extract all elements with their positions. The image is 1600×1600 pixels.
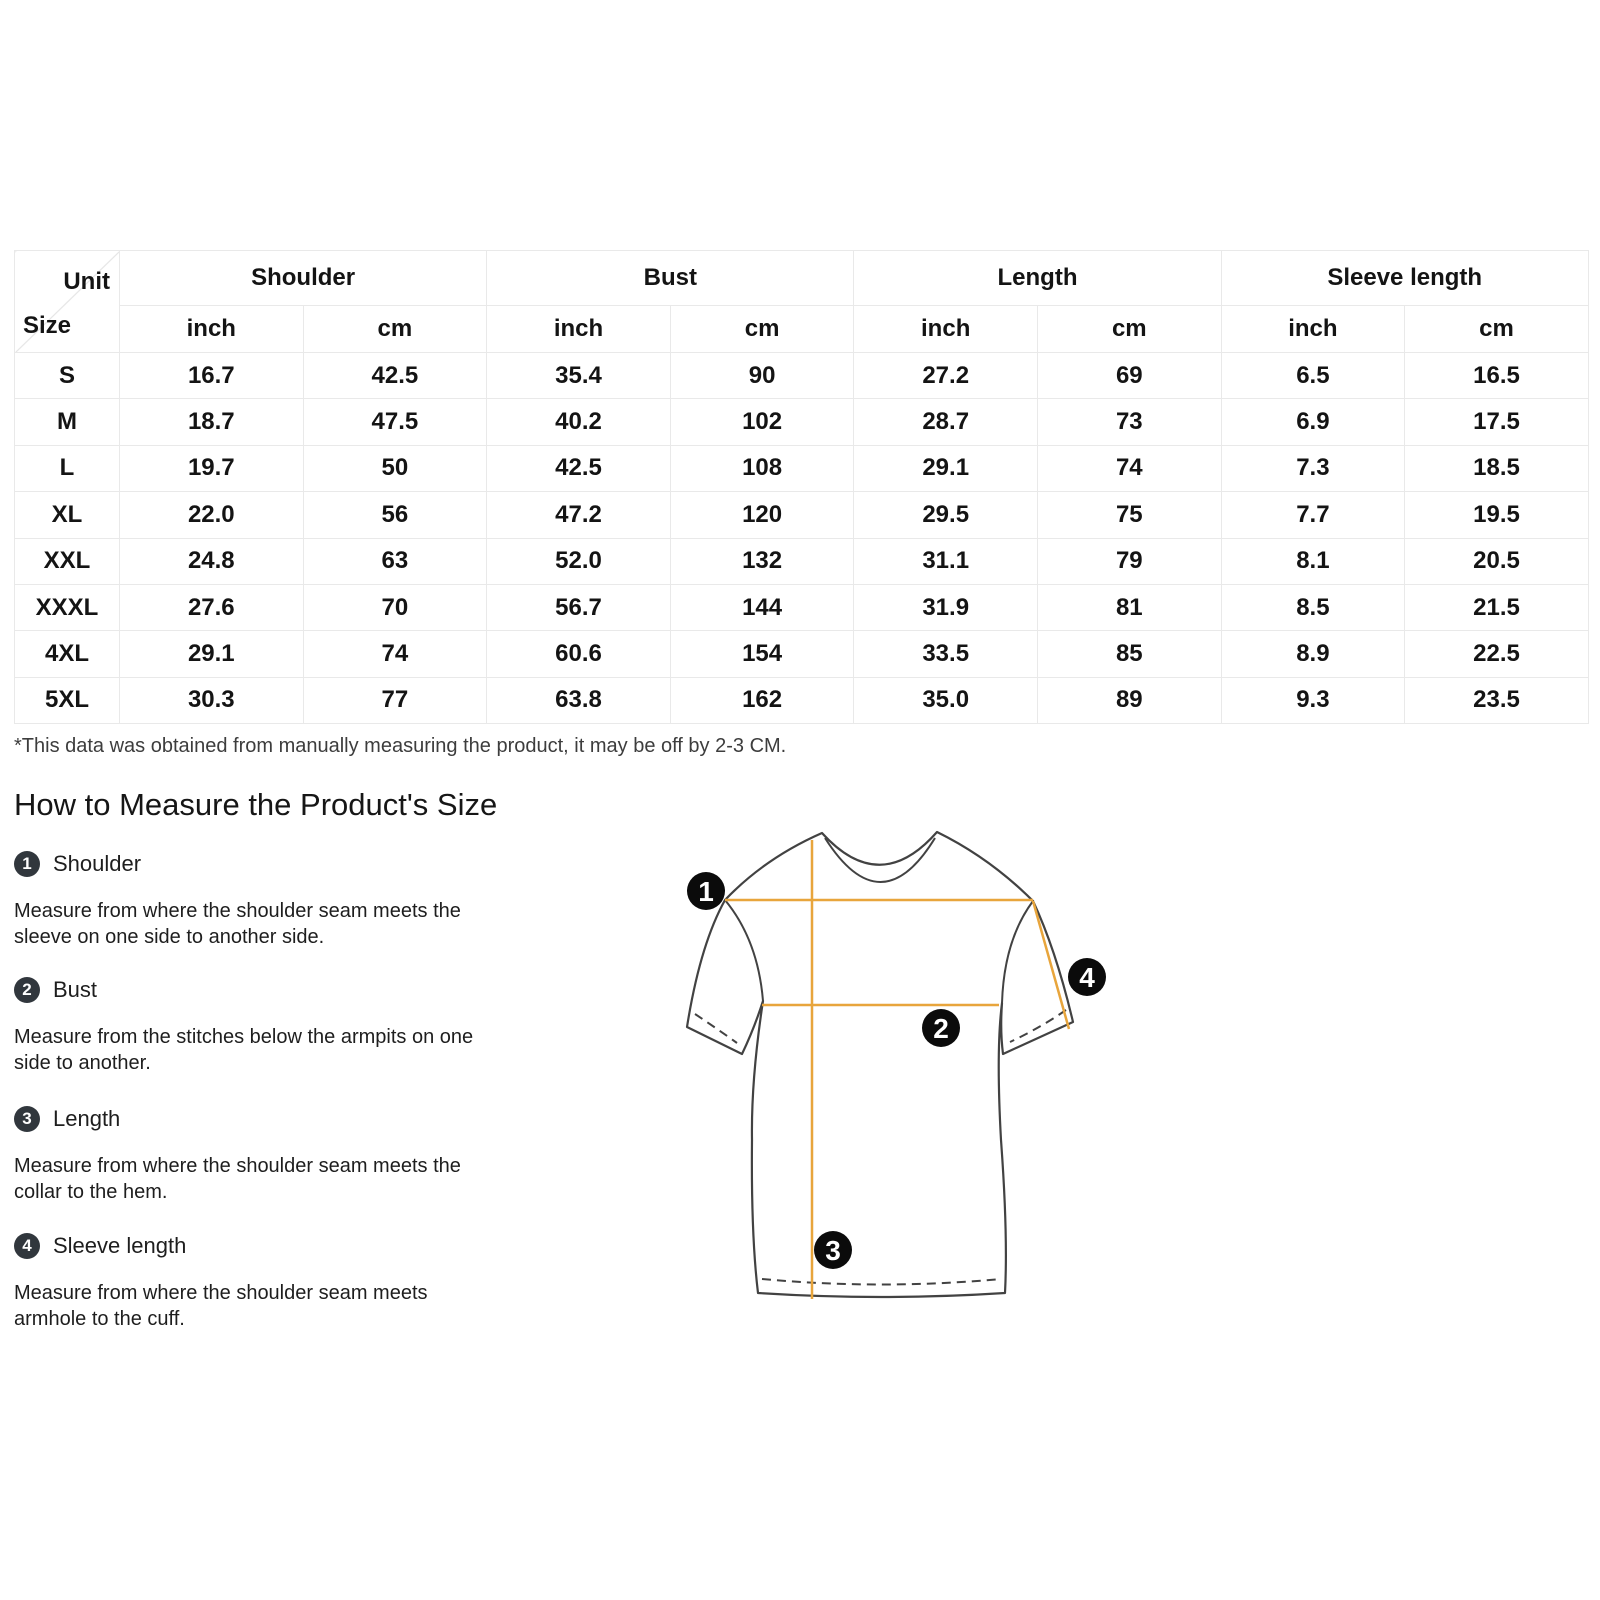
measurement-cell: 28.7 (854, 399, 1038, 445)
measurement-cell: 22.0 (120, 492, 304, 538)
diagram-badge-4-number: 4 (1079, 962, 1095, 993)
measurement-cell: 108 (670, 445, 854, 491)
size-cell: L (15, 445, 120, 491)
measurement-cell: 9.3 (1221, 677, 1405, 723)
column-group-bust: Bust (487, 251, 854, 306)
measurement-cell: 18.7 (120, 399, 304, 445)
measurement-cell: 120 (670, 492, 854, 538)
diagram-badge-1-number: 1 (698, 876, 714, 907)
measurement-cell: 6.5 (1221, 353, 1405, 399)
description-line: Measure from where the shoulder seam meets the (14, 1155, 461, 1177)
measurement-cell: 35.0 (854, 677, 1038, 723)
unit-size-corner-cell (15, 251, 120, 353)
measurement-cell: 24.8 (120, 538, 304, 584)
measurement-cell: 8.9 (1221, 631, 1405, 677)
measurement-cell: 90 (670, 353, 854, 399)
measurement-cell: 7.3 (1221, 445, 1405, 491)
measurement-cell: 52.0 (487, 538, 671, 584)
unit-header: inch (487, 306, 671, 353)
howto-item-header (14, 1233, 574, 1259)
measurement-cell: 63.8 (487, 677, 671, 723)
measurement-cell: 20.5 (1405, 538, 1589, 584)
description-line: armhole to the cuff. (14, 1308, 185, 1330)
unit-label: Unit (63, 268, 110, 295)
description-line: Measure from where the shoulder seam meets the (14, 900, 461, 922)
measurement-cell: 70 (303, 584, 487, 630)
measurement-cell: 144 (670, 584, 854, 630)
unit-header: inch (120, 306, 304, 353)
howto-item-label: Sleeve length (53, 1233, 187, 1258)
column-group-shoulder: Shoulder (120, 251, 487, 306)
size-cell: 4XL (15, 631, 120, 677)
measurement-cell: 7.7 (1221, 492, 1405, 538)
unit-header: inch (1221, 306, 1405, 353)
measurement-cell: 42.5 (487, 445, 671, 491)
table-row (15, 492, 1589, 538)
howto-item-header (14, 977, 574, 1003)
measurement-cell: 29.1 (854, 445, 1038, 491)
howto-item-header (14, 851, 574, 877)
howto-item-label: Length (53, 1106, 121, 1131)
howto-item-description (14, 1280, 574, 1332)
diagram-badge-2-number: 2 (933, 1013, 949, 1044)
measurement-cell: 18.5 (1405, 445, 1589, 491)
table-row (15, 538, 1589, 584)
howto-item-sleeve-length (14, 1233, 574, 1332)
measurement-cell: 17.5 (1405, 399, 1589, 445)
measurement-cell: 75 (1037, 492, 1221, 538)
size-cell: XXL (15, 538, 120, 584)
howto-item-bust (14, 977, 574, 1076)
measurement-cell: 81 (1037, 584, 1221, 630)
table-row (15, 445, 1589, 491)
howto-item-label: Shoulder (53, 851, 142, 876)
table-group-header-row (15, 251, 1589, 306)
measurement-cell: 33.5 (854, 631, 1038, 677)
measurement-cell: 79 (1037, 538, 1221, 584)
howto-item-shoulder (14, 851, 574, 950)
howto-item-description (14, 1024, 574, 1076)
measurement-cell: 154 (670, 631, 854, 677)
column-group-length: Length (854, 251, 1221, 306)
measurement-cell: 27.2 (854, 353, 1038, 399)
table-row (15, 399, 1589, 445)
step-3-badge: 3 (14, 1106, 40, 1132)
table-unit-header-row (15, 306, 1589, 353)
size-table (14, 250, 1589, 724)
table-row (15, 353, 1589, 399)
measurement-cell: 6.9 (1221, 399, 1405, 445)
howto-item-description (14, 898, 574, 950)
measurement-cell: 56 (303, 492, 487, 538)
measurement-cell: 74 (303, 631, 487, 677)
measurement-cell: 60.6 (487, 631, 671, 677)
measurement-cell: 56.7 (487, 584, 671, 630)
size-cell: M (15, 399, 120, 445)
measurement-cell: 19.5 (1405, 492, 1589, 538)
measurement-cell: 73 (1037, 399, 1221, 445)
diagram-badge-3 (814, 1231, 852, 1269)
tshirt-measurement-diagram (600, 780, 1160, 1340)
measurement-cell: 27.6 (120, 584, 304, 630)
measurement-cell: 8.1 (1221, 538, 1405, 584)
measurement-cell: 30.3 (120, 677, 304, 723)
description-line: sleeve on one side to another side. (14, 926, 325, 948)
unit-header: cm (670, 306, 854, 353)
measurement-cell: 162 (670, 677, 854, 723)
howto-item-description (14, 1153, 574, 1205)
measurement-cell: 132 (670, 538, 854, 584)
size-cell: XL (15, 492, 120, 538)
measurement-cell: 31.1 (854, 538, 1038, 584)
measurement-cell: 63 (303, 538, 487, 584)
measurement-cell: 102 (670, 399, 854, 445)
measurement-cell: 29.5 (854, 492, 1038, 538)
how-to-measure-title: How to Measure the Product's Size (14, 787, 498, 822)
measurement-disclaimer: *This data was obtained from manually measuring the product, it may be off by 2-3 CM. (14, 735, 787, 757)
measurement-cell: 16.5 (1405, 353, 1589, 399)
measurement-cell: 89 (1037, 677, 1221, 723)
diagram-badge-4 (1068, 958, 1106, 996)
measurement-cell: 50 (303, 445, 487, 491)
size-cell: 5XL (15, 677, 120, 723)
measurement-cell: 35.4 (487, 353, 671, 399)
column-group-sleeve-length: Sleeve length (1221, 251, 1588, 306)
description-line: side to another. (14, 1052, 151, 1074)
size-cell: XXXL (15, 584, 120, 630)
diagram-badge-2 (922, 1009, 960, 1047)
unit-header: inch (854, 306, 1038, 353)
howto-item-label: Bust (53, 977, 98, 1002)
table-row (15, 584, 1589, 630)
measurement-cell: 47.5 (303, 399, 487, 445)
unit-header: cm (1405, 306, 1589, 353)
measurement-cell: 21.5 (1405, 584, 1589, 630)
step-1-badge: 1 (14, 851, 40, 877)
measurement-cell: 77 (303, 677, 487, 723)
description-line: Measure from where the shoulder seam meets (14, 1282, 428, 1304)
measurement-cell: 42.5 (303, 353, 487, 399)
table-row (15, 677, 1589, 723)
unit-header: cm (1037, 306, 1221, 353)
measurement-cell: 69 (1037, 353, 1221, 399)
table-row (15, 631, 1589, 677)
diagram-badge-1 (687, 872, 725, 910)
measurement-cell: 85 (1037, 631, 1221, 677)
measurement-cell: 23.5 (1405, 677, 1589, 723)
description-line: collar to the hem. (14, 1181, 168, 1203)
measurement-cell: 74 (1037, 445, 1221, 491)
size-label: Size (23, 312, 72, 339)
measurement-cell: 29.1 (120, 631, 304, 677)
tshirt-outline (687, 832, 1073, 1297)
size-cell: S (15, 353, 120, 399)
step-4-badge: 4 (14, 1233, 40, 1259)
howto-item-length (14, 1106, 574, 1205)
measurement-cell: 47.2 (487, 492, 671, 538)
diagram-badge-3-number: 3 (825, 1235, 841, 1266)
measurement-cell: 22.5 (1405, 631, 1589, 677)
measurement-cell: 19.7 (120, 445, 304, 491)
unit-header: cm (303, 306, 487, 353)
description-line: Measure from the stitches below the armpits on one (14, 1026, 474, 1048)
measurement-cell: 8.5 (1221, 584, 1405, 630)
measurement-cell: 16.7 (120, 353, 304, 399)
step-2-badge: 2 (14, 977, 40, 1003)
howto-item-header (14, 1106, 574, 1132)
measurement-cell: 31.9 (854, 584, 1038, 630)
measurement-cell: 40.2 (487, 399, 671, 445)
